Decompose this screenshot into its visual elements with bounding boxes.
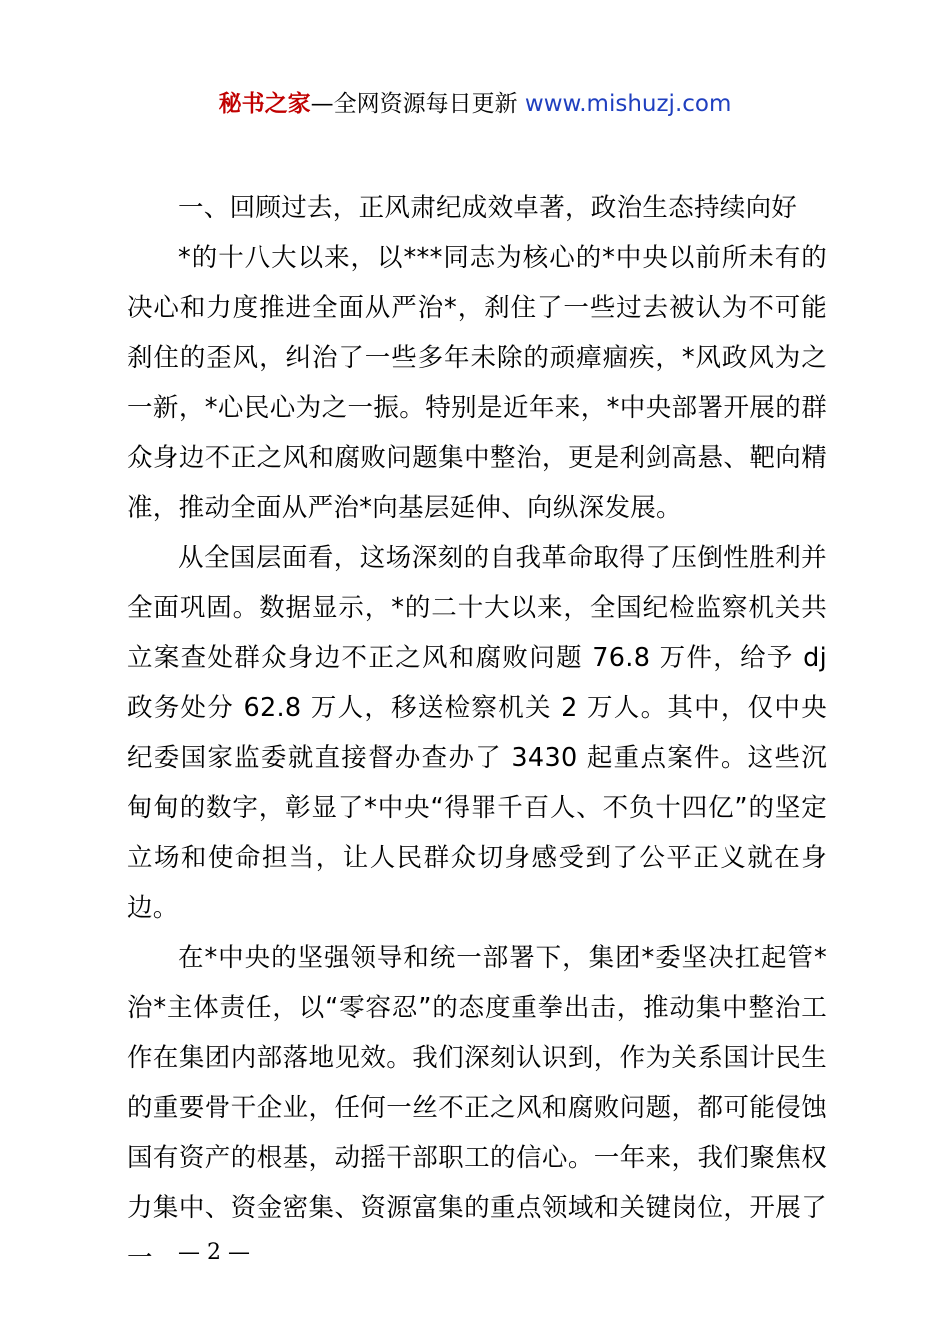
section-heading: 一、回顾过去，正风肃纪成效卓著，政治生态持续向好 bbox=[178, 193, 798, 223]
paragraph: 在*中央的坚强领导和统一部署下，集团*委坚决扛起管*治*主体责任，以“零容忍”的态度重拳出击，推动集中整治工作在集团内部落地见效。我们深刻认识到，作为关系国计民生的重要骨干企业，任何一丝不正之风和腐败问题，都可能侵蚀国有资产的根基，动摇干部职工的信心。一年来，我们聚焦权力集中、资金密集、资源富集的重点领域和关键岗位，开展了一 bbox=[127, 943, 827, 1273]
brand-name: 秘书之家 bbox=[218, 91, 311, 117]
paragraph: 从全国层面看，这场深刻的自我革命取得了压倒性胜利并全面巩固。数据显示，*的二十大以来，全国纪检监察机关共立案查处群众身边不正之风和腐败问题 76.8 万件，给予 dj 政务处分 62.8 万人，移送检察机关 2 万人。其中，仅中央纪委国家监委就直接督办查办了 3430 起重点案件。这些沉甸甸的数字，彰显了*中央“得罪千百人、不负十四亿”的坚定立场和使命担当，让人民群众切身感受到了公平正义就在身边。 bbox=[127, 543, 827, 923]
site-url-link[interactable]: www.mishuzj.com bbox=[524, 91, 732, 117]
document-body bbox=[127, 183, 827, 1283]
page-number: — 2 — bbox=[178, 1240, 250, 1265]
site-header bbox=[0, 88, 950, 120]
paragraph: *的十八大以来，以***同志为核心的*中央以前所未有的决心和力度推进全面从严治*，刹住了一些过去被认为不可能刹住的歪风，纠治了一些多年未除的顽瘴痼疾，*风政风为之一新，*心民心为之一振。特别是近年来，*中央部署开展的群众身边不正之风和腐败问题集中整治，更是利剑高悬、靶向精准，推动全面从严治*向基层延伸、向纵深发展。 bbox=[127, 243, 827, 523]
header-slogan: —全网资源每日更新 bbox=[310, 91, 525, 117]
